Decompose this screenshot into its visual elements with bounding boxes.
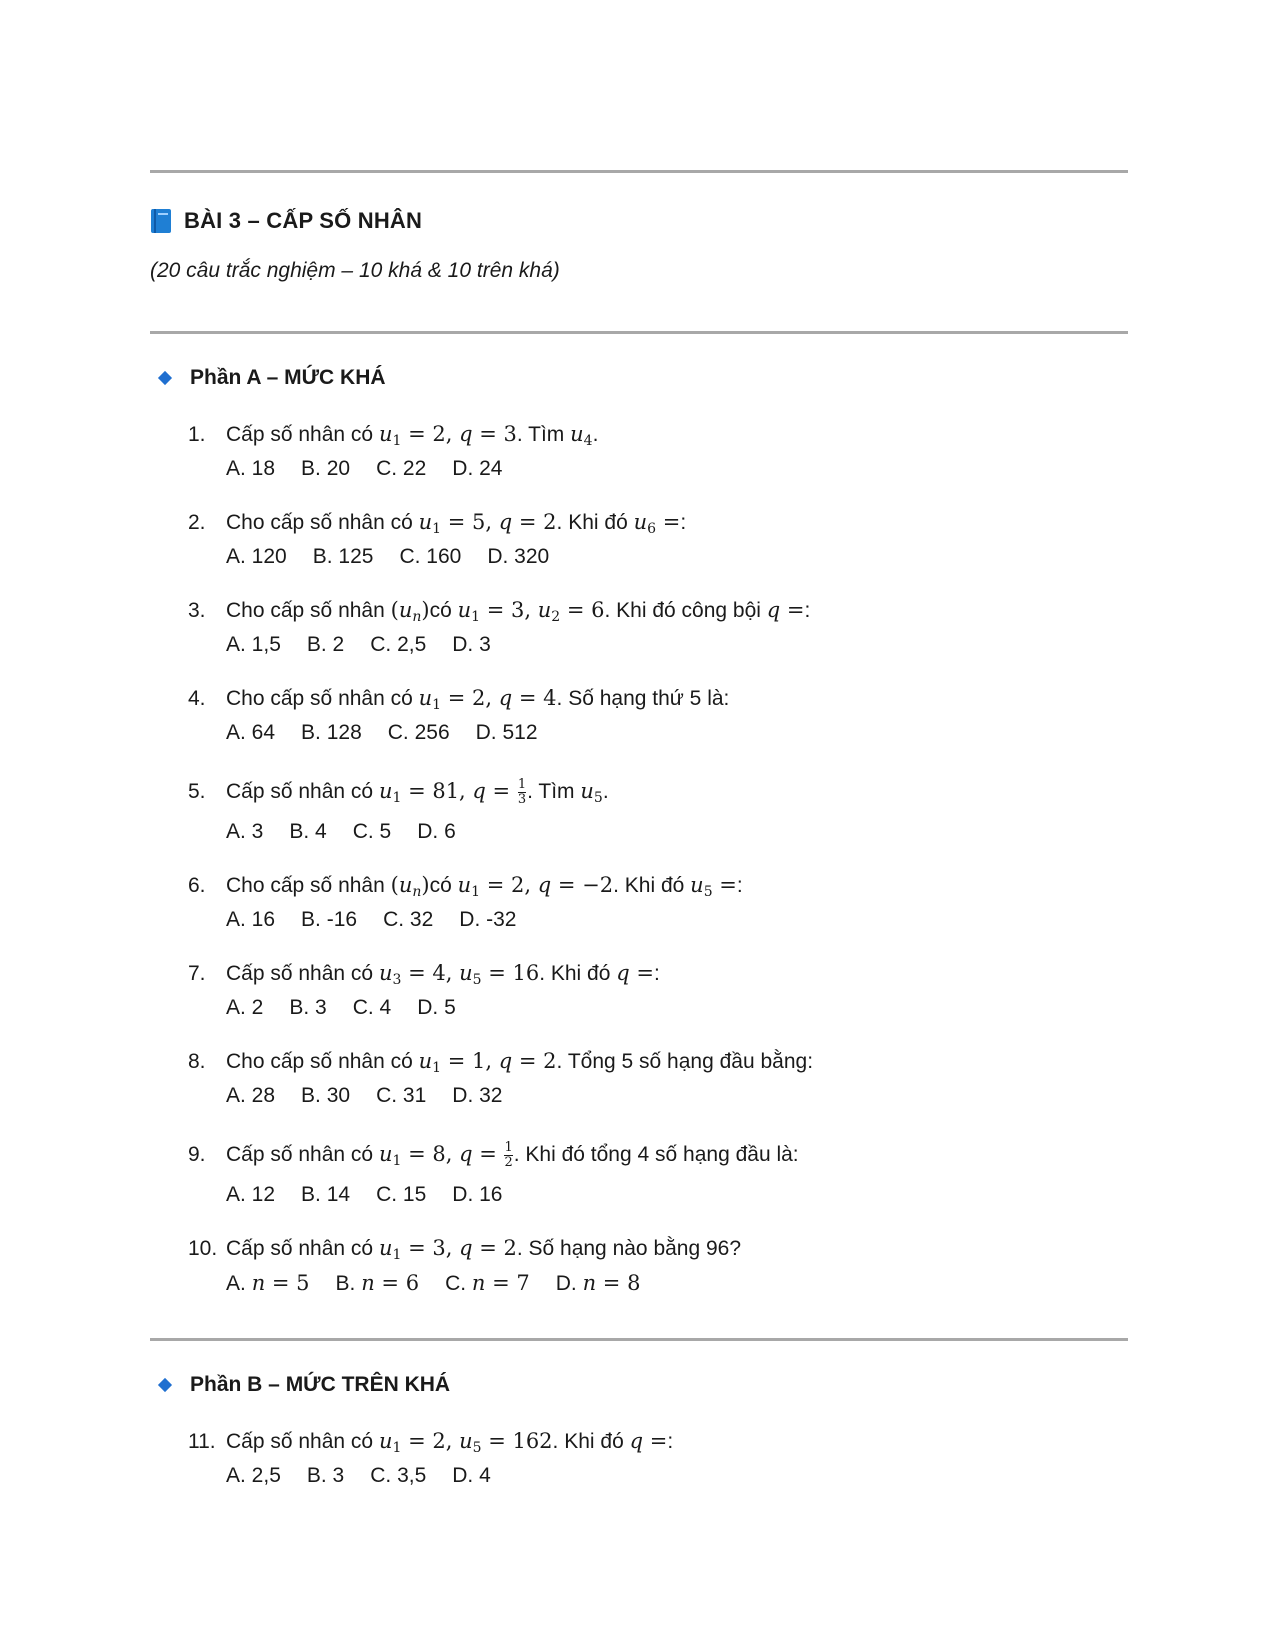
- option-c: C. 160: [399, 545, 462, 568]
- option-b: B. 128: [301, 721, 362, 744]
- question-5: 5. Cấp số nhân có $u_1 = 81$, q = $\frac{1}{3}$ . Tìm $u_5$. A. 3 B. 4 C. 5 D. 6: [188, 774, 1088, 849]
- option-b: B. 2: [306, 633, 345, 656]
- option-b: B. 14: [301, 1183, 351, 1206]
- question-9: 9. Cấp số nhân có $u_1 = 8$, q = $\frac{1}{2}$ . Khi đó tổng 4 số hạng đầu là: A. 12 B. 14 C. 15 D. 16: [188, 1137, 1088, 1212]
- option-a: A. 120: [226, 545, 287, 568]
- question-4: 4. Cho cấp số nhân có $u_1 = 2$, q = 4. Số hạng thứ 5 là: A. 64 B. 128 C. 256 D. 512: [188, 681, 1088, 750]
- question-6: 6. Cho cấp số nhân $(u_n)có$ $u_1 = 2$, q = −2. Khi đó $u_5$ =: A. 16 B. -16 C. 32 D. -32: [188, 868, 1088, 937]
- question-text: Cho cấp số nhân có $u_1 = 5$, q = 2. Khi đó $u_6$ =:: [226, 510, 687, 537]
- section-divider-b: [150, 1338, 1128, 1341]
- top-divider: [150, 170, 1128, 173]
- option-c: C. 2,5: [370, 633, 427, 656]
- option-c: C. 4: [352, 996, 392, 1019]
- question-text: Cấp số nhân có $u_1 = 81$, q = $\frac{1}{3}$ . Tìm $u_5$.: [226, 776, 609, 807]
- option-a: A. 64: [226, 721, 276, 744]
- question-text: Cho cấp số nhân $(u_n)có$ $u_1 = 3$, $u_2 = 6$. Khi đó công bội q =:: [226, 598, 811, 625]
- option-a: A. 28: [226, 1084, 276, 1107]
- option-d: D. n = 8: [555, 1271, 641, 1295]
- diamond-bullet-icon: [158, 1378, 172, 1392]
- question-text: Cấp số nhân có $u_1 = 8$, q = $\frac{1}{2}$ . Khi đó tổng 4 số hạng đầu là:: [226, 1139, 799, 1170]
- question-8: 8. Cho cấp số nhân có $u_1 = 1$, q = 2. Tổng 5 số hạng đầu bằng: A. 28 B. 30 C. 31 D. 32: [188, 1044, 1088, 1113]
- question-1: 1. Cấp số nhân có $u_1 = 2$, q = 3. Tìm $u_4$. A. 18 B. 20 C. 22 D. 24: [188, 417, 1088, 486]
- option-c: C. 32: [383, 908, 434, 931]
- option-c: C. 15: [376, 1183, 427, 1206]
- option-a: A. 12: [226, 1183, 276, 1206]
- option-d: D. 3: [452, 633, 491, 656]
- option-d: D. 32: [452, 1084, 503, 1107]
- question-3: 3. Cho cấp số nhân $(u_n)có$ $u_1 = 3$, $u_2 = 6$. Khi đó công bội q =: A. 1,5 B. 2 C. 2,5 D. 3: [188, 593, 1088, 662]
- option-a: A. 2: [226, 996, 264, 1019]
- book-icon: [150, 208, 172, 234]
- question-text: Cấp số nhân có $u_1 = 2$, q = 3. Tìm $u_4$.: [226, 422, 599, 449]
- option-a: A. 1,5: [226, 633, 281, 656]
- option-d: D. 24: [452, 457, 503, 480]
- option-a: A. 2,5: [226, 1464, 281, 1487]
- question-text: Cấp số nhân có $u_1 = 2$, $u_5 = 162$. Khi đó q =:: [226, 1429, 674, 1456]
- option-a: A. n = 5: [226, 1271, 310, 1295]
- option-b: B. -16: [301, 908, 358, 931]
- section-divider: [150, 331, 1128, 334]
- option-d: D. 5: [417, 996, 456, 1019]
- option-d: D. 4: [452, 1464, 491, 1487]
- option-b: B. 4: [289, 820, 327, 843]
- option-b: B. 30: [301, 1084, 351, 1107]
- option-d: D. 512: [475, 721, 538, 744]
- option-b: B. 125: [312, 545, 374, 568]
- option-c: C. n = 7: [445, 1271, 530, 1295]
- option-a: A. 18: [226, 457, 276, 480]
- section-b-title: Phần B – MỨC TRÊN KHÁ: [190, 1373, 451, 1396]
- question-text: Cấp số nhân có $u_1 = 3$, q = 2. Số hạng nào bằng 96?: [226, 1236, 742, 1263]
- question-text: Cho cấp số nhân có $u_1 = 2$, q = 4. Số hạng thứ 5 là:: [226, 686, 730, 713]
- option-c: C. 3,5: [370, 1464, 427, 1487]
- question-10: 10. Cấp số nhân có $u_1 = 3$, q = 2. Số hạng nào bằng 96? A. n = 5 B. n = 6 C. n = 7 D. n = 8: [188, 1231, 1088, 1301]
- option-a: A. 16: [226, 908, 276, 931]
- question-text: Cấp số nhân có $u_3 = 4$, $u_5 = 16$. Khi đó q =:: [226, 961, 660, 988]
- question-7: 7. Cấp số nhân có $u_3 = 4$, $u_5 = 16$. Khi đó q =: A. 2 B. 3 C. 4 D. 5: [188, 956, 1088, 1025]
- question-11: 11. Cấp số nhân có $u_1 = 2$, $u_5 = 162$. Khi đó q =: A. 2,5 B. 3 C. 3,5 D. 4: [188, 1424, 1088, 1493]
- option-d: D. 320: [487, 545, 550, 568]
- section-a-heading: [160, 366, 386, 390]
- option-b: B. 3: [306, 1464, 345, 1487]
- option-c: C. 31: [376, 1084, 427, 1107]
- option-b: B. 3: [289, 996, 327, 1019]
- page-subtitle: (20 câu trắc nghiệm – 10 khá & 10 trên khá): [150, 259, 560, 282]
- option-d: D. 16: [452, 1183, 503, 1206]
- section-a-title: Phần A – MỨC KHÁ: [190, 366, 386, 389]
- diamond-bullet-icon: [158, 371, 172, 385]
- question-text: Cho cấp số nhân có $u_1 = 1$, q = 2. Tổng 5 số hạng đầu bằng:: [226, 1049, 814, 1076]
- option-c: C. 5: [352, 820, 392, 843]
- option-c: C. 22: [376, 457, 427, 480]
- option-d: D. -32: [459, 908, 517, 931]
- option-a: A. 3: [226, 820, 264, 843]
- option-d: D. 6: [417, 820, 456, 843]
- option-c: C. 256: [387, 721, 450, 744]
- option-b: B. n = 6: [335, 1271, 420, 1295]
- question-text: Cho cấp số nhân $(u_n)có$ $u_1 = 2$, q = −2. Khi đó $u_5$ =:: [226, 873, 743, 900]
- option-b: B. 20: [301, 457, 351, 480]
- section-b-heading: [160, 1373, 450, 1397]
- page-title: BÀI 3 – CẤP SỐ NHÂN: [184, 208, 423, 233]
- question-2: 2. Cho cấp số nhân có $u_1 = 5$, q = 2. Khi đó $u_6$ =: A. 120 B. 125 C. 160 D. 320: [188, 505, 1088, 574]
- title-row: [150, 203, 422, 239]
